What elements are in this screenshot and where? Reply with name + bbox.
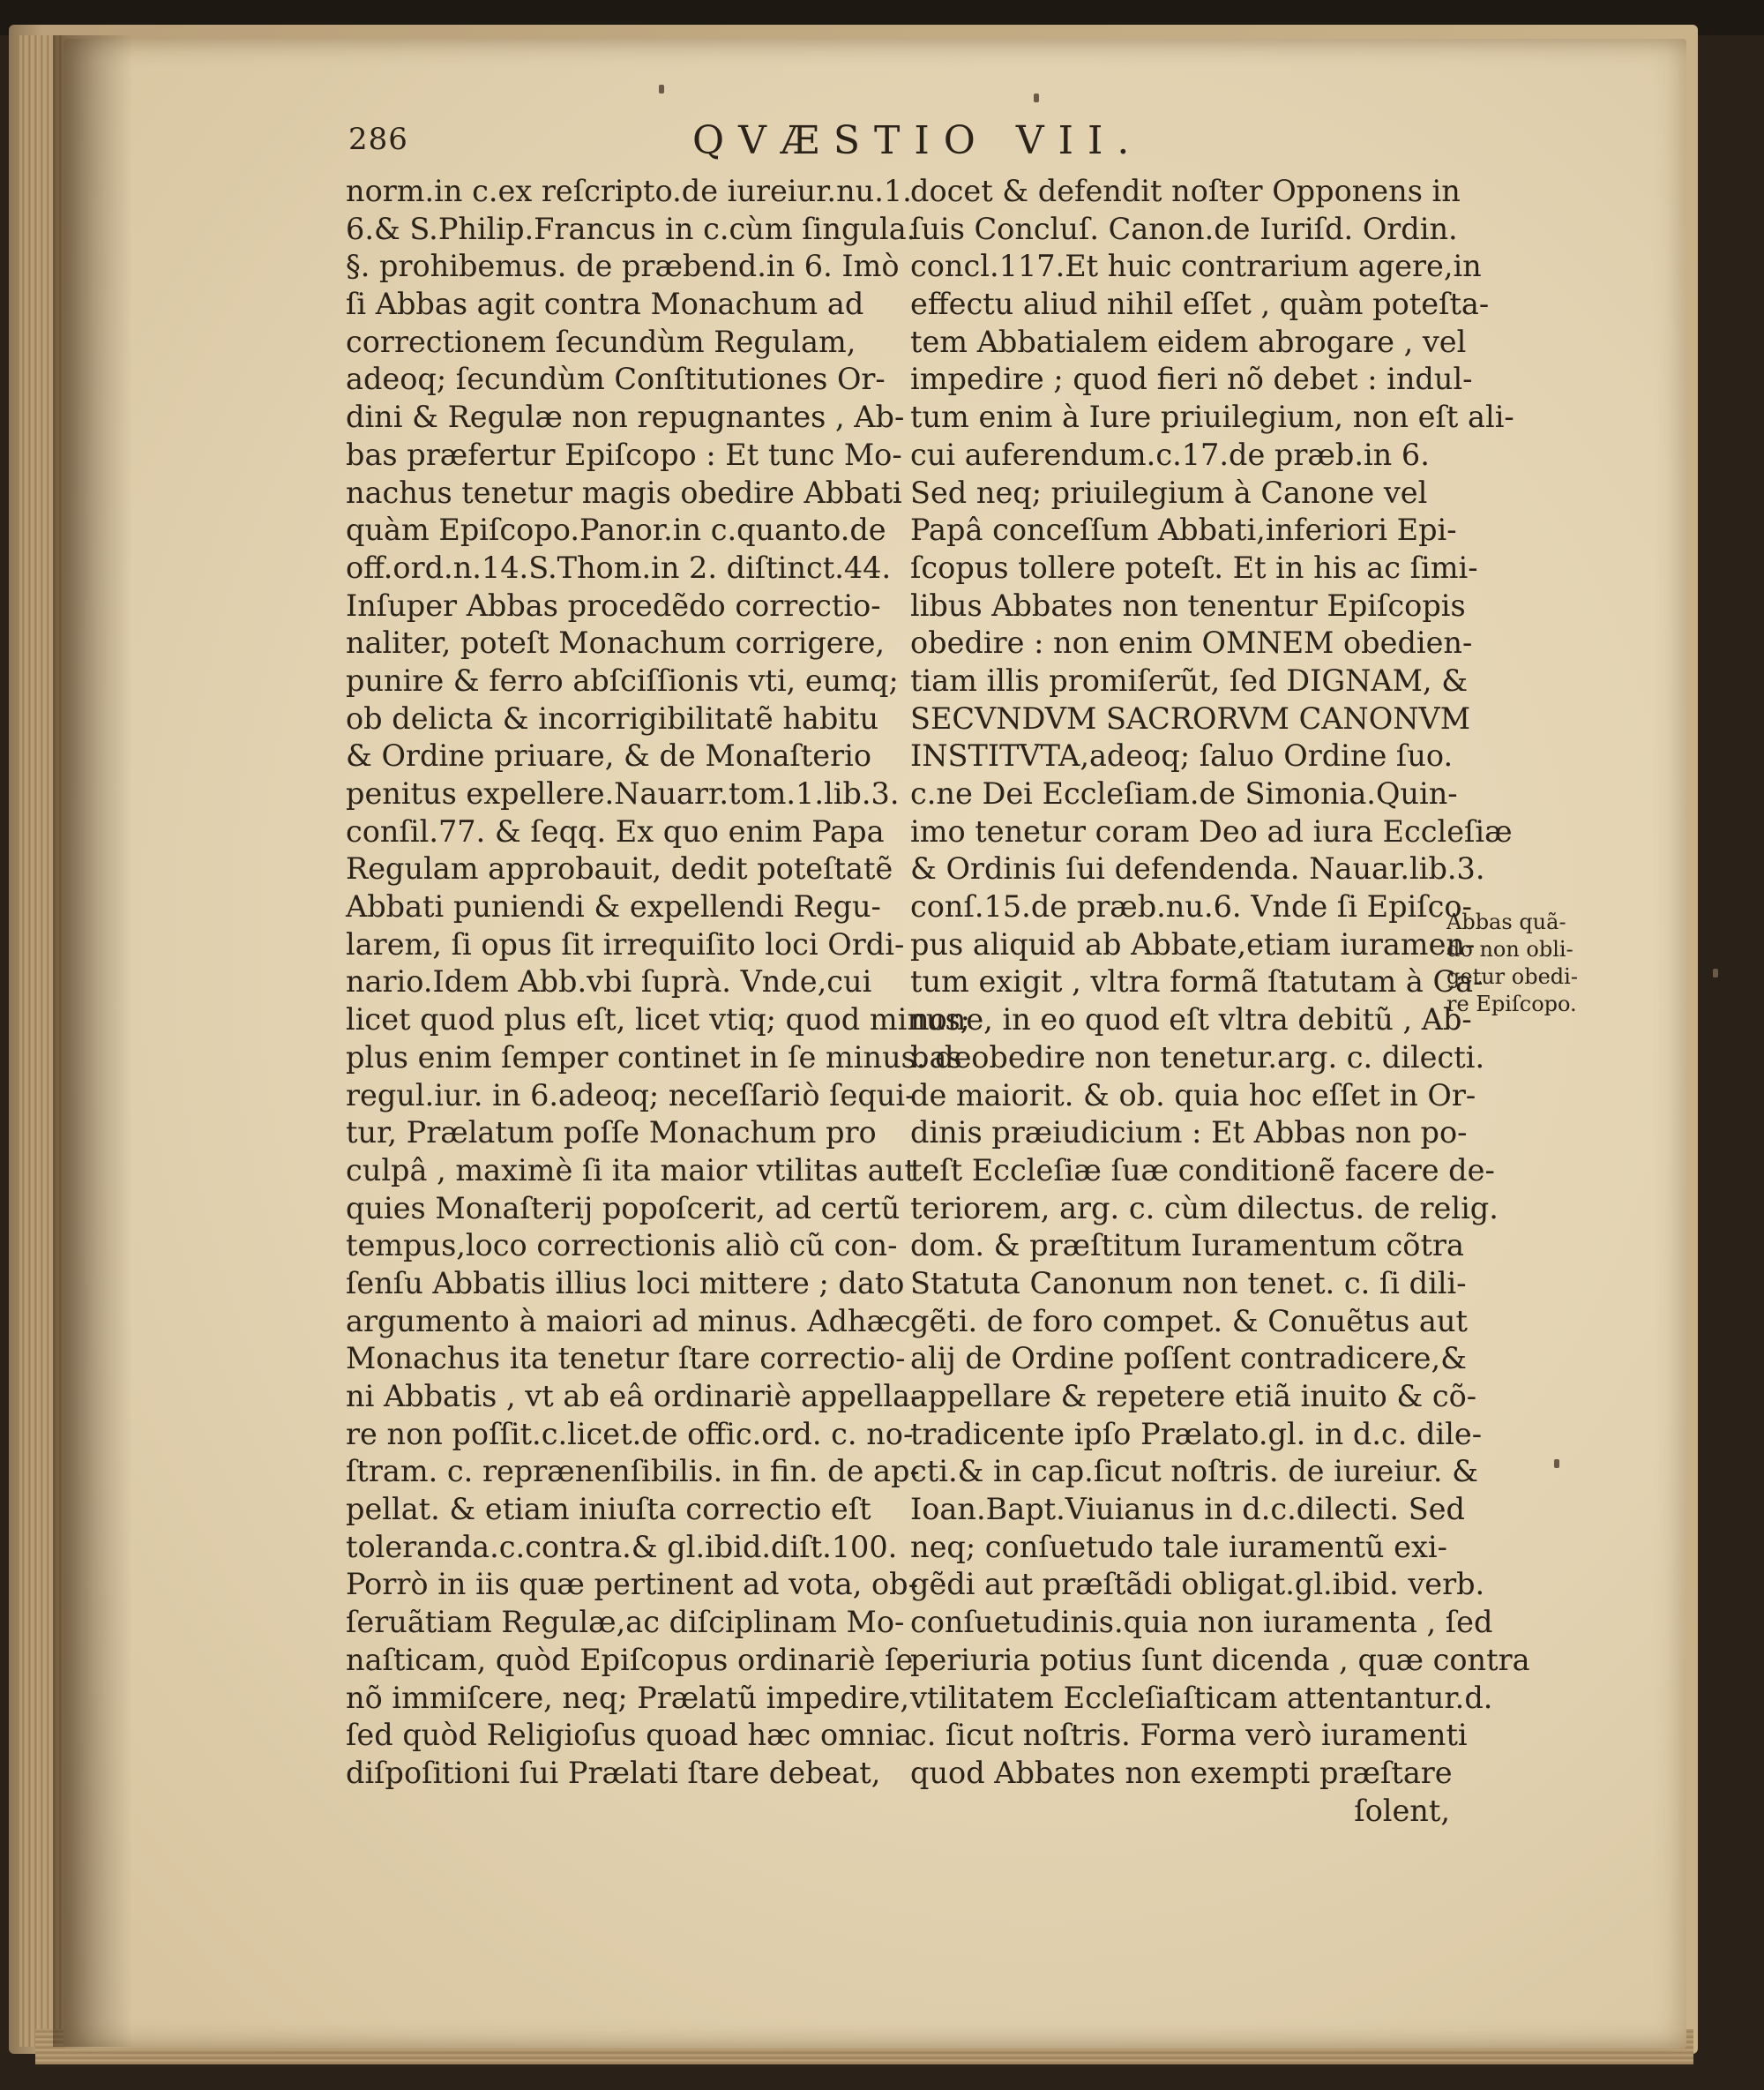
text-line: Statuta Canonum non tenet. c. ſi dili-: [910, 1265, 1467, 1300]
text-line: off.ord.n.14.S.Thom.in 2. diſtinct.44.: [346, 550, 892, 585]
text-line: Sed neq; priuilegium à Canone vel: [910, 475, 1428, 510]
text-line: Inſuper Abbas procedẽdo correctio-: [346, 588, 881, 623]
text-line: ſuis Concluſ. Canon.de Iuriſd. Ordin.: [910, 211, 1458, 246]
text-line: cui auferendum.c.17.de præb.in 6.: [910, 437, 1430, 472]
text-line: vtilitatem Eccleſiaſticam attentantur.d.: [910, 1680, 1493, 1715]
text-line: 6.& S.Philip.Francus in c.cùm ſingula.: [346, 211, 916, 246]
text-line: c. ſicut noſtris. Forma verò iuramenti: [910, 1718, 1468, 1753]
margin-note-line: Abbas quã-: [1446, 910, 1566, 934]
text-line: Ioan.Bapt.Viuianus in d.c.dilecti. Sed: [910, 1492, 1465, 1527]
margin-note: [1446, 909, 1610, 1018]
text-line: ob delicta & incorrigibilitatẽ habitu: [346, 700, 879, 736]
text-line: nõ immiſcere, neq; Prælatũ impedire,: [346, 1680, 910, 1715]
text-line: Abbati puniendi & expellendi Regu-: [346, 889, 881, 925]
text-line: none, in eo quod eſt vltra debitũ , Ab-: [910, 1002, 1472, 1038]
ink-mark: [659, 85, 664, 94]
text-line: regul.iur. in 6.adeoq; neceſſariò ſequi-: [346, 1077, 916, 1112]
text-line: penitus expellere.Nauarr.tom.1.lib.3.: [346, 776, 900, 811]
text-line: Regulam approbauit, dedit poteſtatẽ: [346, 851, 893, 887]
text-line: teſt Eccleſiæ ſuæ conditionẽ facere de-: [910, 1152, 1495, 1187]
text-line: conſuetudinis.quia non iuramenta , ſed: [910, 1605, 1493, 1640]
text-line: effectu aliud nihil eſſet , quàm poteſta-: [910, 287, 1490, 322]
text-line: diſpoſitioni ſui Prælati ſtare debeat,: [346, 1755, 881, 1790]
text-line: & Ordinis ſui defendenda. Nauar.lib.3.: [910, 851, 1485, 887]
text-line: larem, ſi opus ſit irrequiſito loci Ordi-: [346, 926, 905, 962]
text-line: ni Abbatis , vt ab eâ ordinariè appella-: [346, 1379, 921, 1413]
margin-note-line: re Epiſcopo.: [1446, 992, 1577, 1016]
text-line: alij de Ordine poſſent contradicere,&: [910, 1341, 1467, 1376]
text-line: punire & ferro abſciſſionis vti, eumq;: [346, 663, 899, 698]
text-line: appellare & repetere etiã inuito & cõ-: [910, 1379, 1477, 1413]
text-line: plus enim ſemper continet in ſe minus. de: [346, 1039, 972, 1075]
ink-mark: [1713, 969, 1718, 978]
text-line: imo tenetur coram Deo ad iura Eccleſiæ: [910, 813, 1513, 849]
text-line: ſtram. c. reprænenſibilis. in fin. de ap-: [346, 1454, 920, 1489]
text-line: correctionem ſecundùm Regulam,: [346, 324, 856, 359]
text-line: obedire : non enim OMNEM obedien-: [910, 626, 1473, 661]
text-line: Papâ conceſſum Abbati,inferiori Epi-: [910, 513, 1457, 548]
text-line: c.ne Dei Eccleſiam.de Simonia.Quin-: [910, 776, 1458, 811]
text-line: naliter, poteſt Monachum corrigere,: [346, 626, 886, 661]
text-line: ſolent,: [1354, 1793, 1450, 1828]
text-line: pus aliquid ab Abbate,etiam iuramen-: [910, 926, 1476, 962]
text-line: argumento à maiori ad minus. Adhæc: [346, 1303, 911, 1338]
ink-mark: [1034, 94, 1039, 102]
text-line: concl.117.Et huic contrarium agere,in: [910, 249, 1482, 284]
margin-note-line: getur obedi-: [1446, 964, 1578, 989]
text-line: Porrò in iis quæ pertinent ad vota, ob-: [346, 1567, 918, 1602]
text-line: libus Abbates non tenentur Epiſcopis: [910, 588, 1466, 623]
text-line: ſenſu Abbatis illius loci mittere ; dato: [346, 1265, 905, 1300]
text-line: dinis præiudicium : Et Abbas non po-: [910, 1115, 1468, 1150]
text-line: ſcopus tollere poteſt. Et in his ac ſimi-: [910, 550, 1478, 585]
text-line: neq; conſuetudo tale iuramentũ exi-: [910, 1529, 1447, 1564]
text-line: licet quod plus eſt, licet vtiq; quod minus;: [346, 1002, 970, 1038]
text-line: ſi Abbas agit contra Monachum ad: [346, 287, 864, 322]
text-line: dom. & præſtitum Iuramentum cõtra: [910, 1228, 1464, 1263]
text-line: ſeruãtiam Regulæ,ac diſciplinam Mo-: [346, 1605, 905, 1640]
text-line: tem Abbatialem eidem abrogare , vel: [910, 324, 1467, 359]
text-line: ſed quòd Religioſus quoad hæc omnia: [346, 1718, 913, 1753]
left-column: [346, 173, 972, 1793]
text-line: nachus tenetur magis obedire Abbati: [346, 475, 902, 510]
text-line: §. prohibemus. de præbend.in 6. Imò: [346, 249, 900, 284]
text-line: conſ.15.de præb.nu.6. Vnde ſi Epiſco-: [910, 889, 1472, 925]
text-line: SECVNDVM SACRORVM CANONVM: [910, 700, 1470, 736]
text-line: gẽdi aut præſtãdi obligat.gl.ibid. verb.: [910, 1567, 1485, 1602]
text-line: quies Monaſterij popoſcerit, ad certũ: [346, 1190, 901, 1225]
text-line: bas præfertur Epiſcopo : Et tunc Mo-: [346, 437, 902, 472]
text-line: re non poſſit.c.licet.de offic.ord. c. no-: [346, 1416, 914, 1451]
margin-note-line: do non obli-: [1446, 937, 1573, 962]
text-line: dini & Regulæ non repugnantes , Ab-: [346, 400, 905, 435]
running-title: QVÆSTIO VII.: [692, 118, 1144, 163]
ink-mark: [1554, 1459, 1559, 1468]
text-line: teriorem, arg. c. cùm dilectus. de relig.: [910, 1190, 1499, 1225]
text-line: norm.in c.ex reſcripto.de iureiur.nu.1.: [346, 174, 912, 208]
text-line: docet & defendit noſter Opponens in: [910, 174, 1461, 208]
text-line: INSTITVTA,adeoq; ſaluo Ordine ſuo.: [910, 738, 1454, 774]
text-line: toleranda.c.contra.& gl.ibid.diſt.100.: [346, 1529, 898, 1564]
text-line: adeoq; ſecundùm Conſtitutiones Or-: [346, 362, 886, 397]
text-line: de maiorit. & ob. quia hoc eſſet in Or-: [910, 1077, 1476, 1112]
text-line: tiam illis promiſerũt, ſed DIGNAM, &: [910, 663, 1469, 698]
text-line: nario.Idem Abb.vbi ſuprà. Vnde,cui: [346, 964, 872, 1000]
text-line: cti.& in cap.ſicut noſtris. de iureiur. &: [910, 1454, 1478, 1489]
text-line: pellat. & etiam iniuſta correctio eſt: [346, 1492, 871, 1527]
text-line: gẽti. de foro compet. & Conuẽtus aut: [910, 1303, 1468, 1338]
text-line: bas obedire non tenetur.arg. c. dilecti.: [910, 1039, 1485, 1075]
text-line: Monachus ita tenetur ſtare correctio-: [346, 1341, 906, 1376]
text-line: tum exigit , vltra formã ſtatutam à Ca-: [910, 964, 1484, 1000]
text-line: tradicente ipſo Prælato.gl. in d.c. dile-: [910, 1416, 1483, 1451]
spine-shadow: [53, 35, 132, 2047]
text-line: impedire ; quod fieri nõ debet : indul-: [910, 362, 1473, 397]
text-line: periuria potius ſunt dicenda , quæ contra: [910, 1642, 1530, 1677]
text-line: tempus,loco correctionis aliò cũ con-: [346, 1228, 898, 1263]
text-line: quàm Epiſcopo.Panor.in c.quanto.de: [346, 513, 886, 548]
page-number: 286: [348, 122, 408, 157]
text-line: tum enim à Iure priuilegium, non eſt ali-: [910, 400, 1514, 435]
text-line: culpâ , maximè ſi ita maior vtilitas aut: [346, 1152, 916, 1187]
text-line: conſil.77. & ſeqq. Ex quo enim Papa: [346, 813, 885, 849]
text-line: quod Abbates non exempti præſtare: [910, 1755, 1453, 1790]
text-line: tur, Prælatum poſſe Monachum pro: [346, 1115, 877, 1150]
page-header: [348, 118, 1451, 166]
text-line: & Ordine priuare, & de Monaſterio: [346, 738, 871, 774]
text-line: naſticam, quòd Epiſcopus ordinariè ſe: [346, 1642, 914, 1677]
